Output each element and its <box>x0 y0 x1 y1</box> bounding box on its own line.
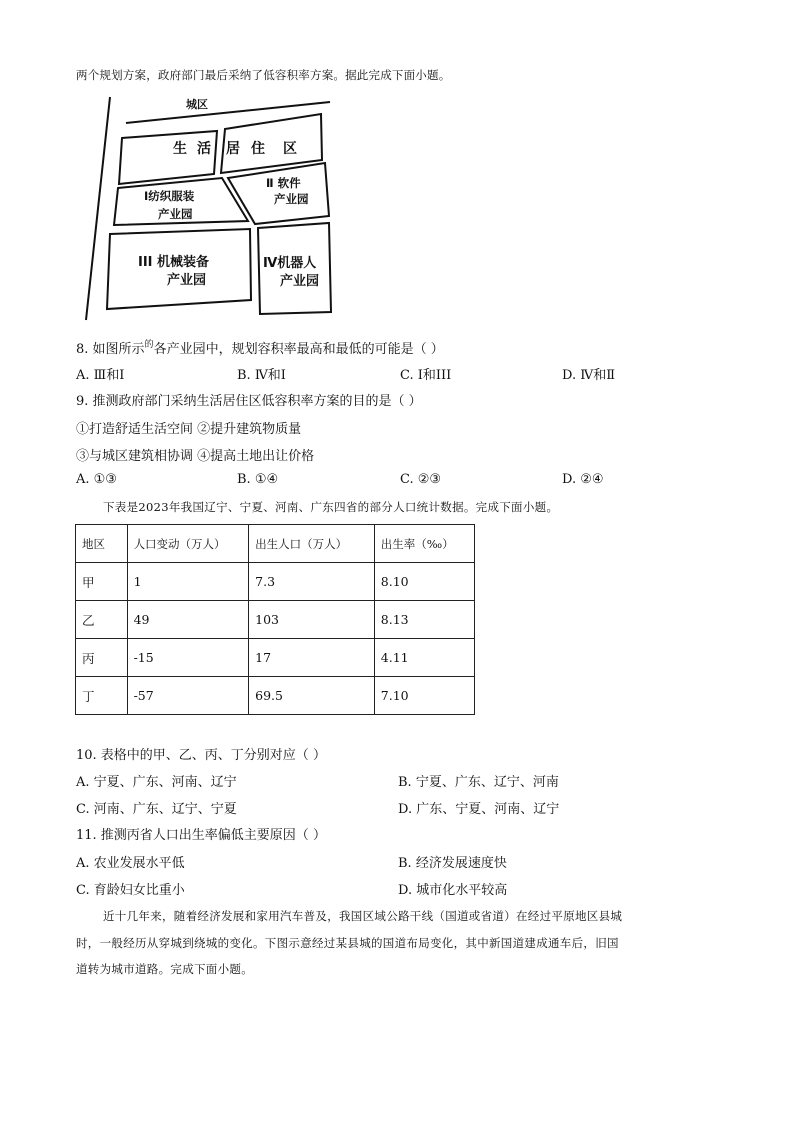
question-8-option-a[interactable]: A. Ⅲ和Ⅰ <box>76 368 125 383</box>
table-header-row <box>76 525 475 563</box>
map-city-label: 城区 <box>186 98 208 111</box>
question-11-option-c[interactable]: C. 育龄妇女比重小 <box>76 883 185 898</box>
question-9-option-a[interactable]: A. ①③ <box>76 472 117 487</box>
map-road-left <box>86 97 110 320</box>
table-cell: 8.13 <box>374 601 474 639</box>
table-cell: 丁 <box>76 677 128 715</box>
table-cell: 103 <box>249 601 375 639</box>
table-cell: 49 <box>127 601 249 639</box>
table-cell: 17 <box>249 639 375 677</box>
table-cell: 乙 <box>76 601 128 639</box>
question-8-option-d[interactable]: D. Ⅳ和Ⅱ <box>562 368 616 383</box>
question-9-choices-line-1: ①打造舒适生活空间 ②提升建筑物质量 <box>76 422 302 437</box>
table-cell: 7.10 <box>374 677 474 715</box>
table-row <box>76 601 475 639</box>
table-header-region: 地区 <box>76 525 128 563</box>
table-cell: 7.3 <box>249 563 375 601</box>
question-8-stem-b: 各产业园中，规划容积率最高和最低的可能是（ ） <box>153 342 444 357</box>
question-8-stem-a: 8. 如图所示 <box>76 342 145 357</box>
map-residential-char-2: 活 <box>197 141 211 157</box>
question-8-stem <box>76 337 444 357</box>
question-11-stem: 11. 推测丙省人口出生率偏低主要原因（ ） <box>76 828 326 843</box>
question-9-choices-line-2: ③与城区建筑相协调 ④提高土地出让价格 <box>76 449 315 464</box>
table-row <box>76 639 475 677</box>
question-8-stem-sup: 的 <box>144 340 154 350</box>
question-10-option-a[interactable]: A. 宁夏、广东、河南、辽宁 <box>76 775 237 790</box>
question-9-option-b[interactable]: B. ①④ <box>237 472 279 487</box>
table-header-births: 出生人口（万人） <box>249 525 375 563</box>
final-paragraph-line-3: 道转为城市道路。完成下面小题。 <box>76 962 253 976</box>
question-8-option-b[interactable]: B. Ⅳ和Ⅰ <box>237 368 286 383</box>
map-zone-1-line1: Ⅰ纺织服装 <box>144 189 195 203</box>
map-residential-char-1: 生 <box>173 141 187 157</box>
table-header-population-change: 人口变动（万人） <box>127 525 249 563</box>
question-9-option-d[interactable]: D. ②④ <box>562 472 604 487</box>
question-11-option-d[interactable]: D. 城市化水平较高 <box>398 883 508 898</box>
question-10-option-c[interactable]: C. 河南、广东、辽宁、宁夏 <box>76 802 237 817</box>
question-8-option-c[interactable]: C. Ⅰ和III <box>400 368 452 383</box>
question-10-option-d[interactable]: D. 广东、宁夏、河南、辽宁 <box>398 802 560 817</box>
map-zone-3-line1: III 机械装备 <box>138 255 210 270</box>
question-9-stem: 9. 推测政府部门采纳生活居住区低容积率方案的目的是（ ） <box>76 394 422 409</box>
question-9-option-c[interactable]: C. ②③ <box>400 472 442 487</box>
map-zone-2-line2: 产业园 <box>274 192 309 206</box>
final-paragraph-line-1: 近十几年来，随着经济发展和家用汽车普及，我国区域公路干线（国道或省道）在经过平原地区县城 <box>103 909 623 923</box>
table-cell: 丙 <box>76 639 128 677</box>
table-cell: 69.5 <box>249 677 375 715</box>
table-cell: -15 <box>127 639 249 677</box>
map-zone-3-line2: 产业园 <box>167 273 207 288</box>
map-zone-residential-left <box>119 131 217 184</box>
table-cell: 甲 <box>76 563 128 601</box>
table-header-birth-rate: 出生率（‰） <box>374 525 474 563</box>
map-zone-4-line2: 产业园 <box>280 274 320 289</box>
table-cell: -57 <box>127 677 249 715</box>
map-residential-char-4: 住 <box>251 141 265 157</box>
table-cell: 1 <box>127 563 249 601</box>
table-cell: 8.10 <box>374 563 474 601</box>
table-intro: 下表是2023年我国辽宁、宁夏、河南、广东四省的部分人口统计数据。完成下面小题。 <box>103 500 559 514</box>
population-table <box>75 524 475 715</box>
map-residential-char-5: 区 <box>283 141 297 157</box>
question-10-option-b[interactable]: B. 宁夏、广东、辽宁、河南 <box>398 775 559 790</box>
map-zone-1-line2: 产业园 <box>158 207 193 221</box>
question-10-stem: 10. 表格中的甲、乙、丙、丁分别对应（ ） <box>76 748 326 763</box>
table-row <box>76 563 475 601</box>
map-zone-2-line1: Ⅱ 软件 <box>266 176 301 190</box>
table-row <box>76 677 475 715</box>
intro-line: 两个规划方案，政府部门最后采纳了低容积率方案。据此完成下面小题。 <box>76 68 451 82</box>
map-zone-4-line1: Ⅳ机器人 <box>263 256 317 271</box>
map-residential-char-3: 居 <box>226 141 240 157</box>
final-paragraph-line-2: 时，一般经历从穿城到绕城的变化。下图示意经过某县城的国道布局变化，其中新国道建成通车后，旧国 <box>76 936 619 950</box>
table-cell: 4.11 <box>374 639 474 677</box>
question-11-option-a[interactable]: A. 农业发展水平低 <box>76 856 185 871</box>
question-11-option-b[interactable]: B. 经济发展速度快 <box>398 856 507 871</box>
industrial-park-map <box>80 92 340 324</box>
